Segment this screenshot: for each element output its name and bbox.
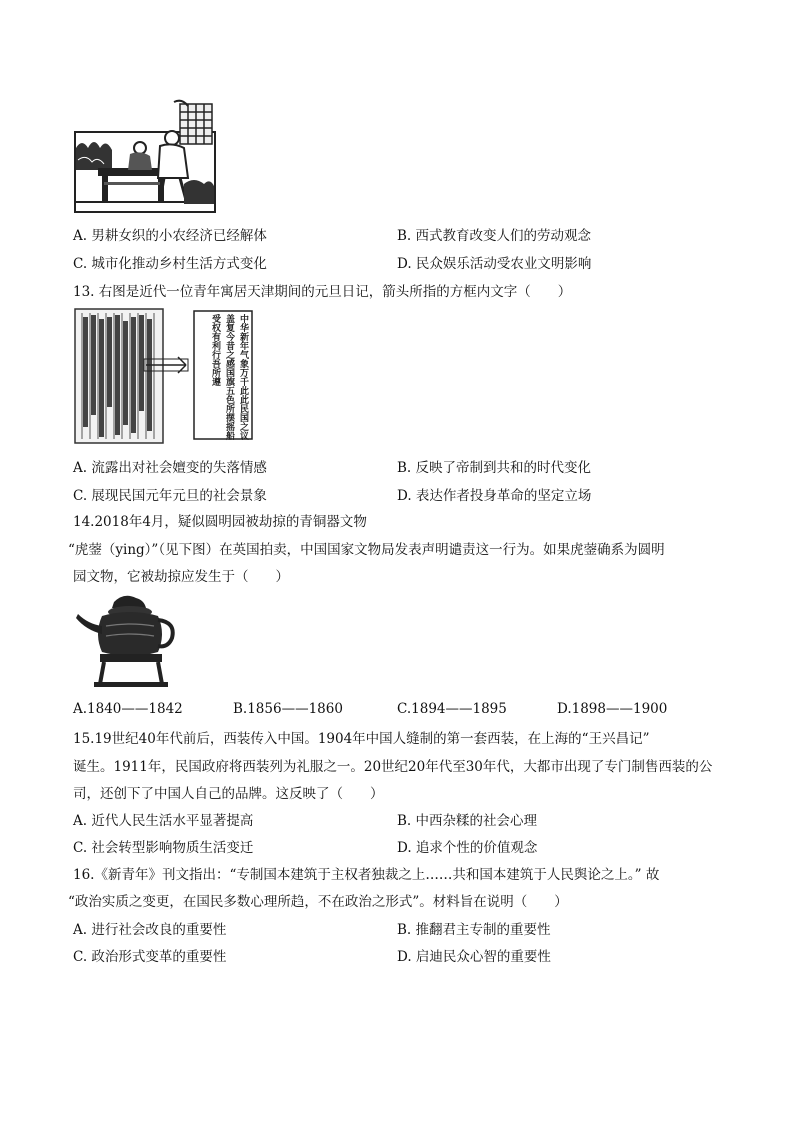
q14-stem-line3: 园文物，它被劫掠应发生于（ ） xyxy=(73,569,289,585)
q16-option-a: A. 进行社会改良的重要性 xyxy=(73,922,227,938)
q13-option-b: B. 反映了帝制到共和的时代变化 xyxy=(397,460,592,476)
q13-option-c: C. 展现民国元年元旦的社会景象 xyxy=(73,488,267,504)
q12-option-a: A. 男耕女织的小农经济已经解体 xyxy=(73,228,267,244)
q15-stem-line3: 司，还创下了中国人自己的品牌。这反映了（ ） xyxy=(73,786,384,802)
diary-box-line-1: 中华新年气象万千此此民国之议 xyxy=(238,314,248,440)
q13-stem: 13. 右图是近代一位青年寓居天津期间的元旦日记，箭头所指的方框内文字（ ） xyxy=(73,284,572,300)
q15-option-c: C. 社会转型影响物质生活变迁 xyxy=(73,840,254,856)
q16-stem-line2: “政治实质之变更，在国民多数心理所趋，不在政治之形式”。材料旨在说明（ ） xyxy=(68,894,568,910)
q12-option-b: B. 西式教育改变人们的劳动观念 xyxy=(397,228,592,244)
q15-stem-line2: 诞生。1911年，民国政府将西装列为礼服之一。20世纪20年代至30年代，大都市出现了专门制售西装的公 xyxy=(73,759,713,775)
q15-option-d: D. 追求个性的价值观念 xyxy=(397,840,538,856)
q16-option-c: C. 政治形式变革的重要性 xyxy=(73,949,227,965)
q14-stem-line2: “虎蓥（ying）”（见下图）在英国拍卖，中国国家文物局发表声明谴责这一行为。如果虎蓥确系为圆明 xyxy=(68,542,665,558)
q16-option-d: D. 启迪民众心智的重要性 xyxy=(397,949,551,965)
q13-option-d: D. 表达作者投身革命的坚定立场 xyxy=(397,488,592,504)
q14-option-d: D.1898——1900 xyxy=(557,701,668,717)
q12-option-c: C. 城市化推动乡村生活方式变化 xyxy=(73,256,267,272)
q16-stem-line1: 16.《新青年》刊文指出：“专制国本建筑于主权者独裁之上……共和国本建筑于人民舆论之上。” 故 xyxy=(73,867,660,883)
q15-option-b: B. 中西杂糅的社会心理 xyxy=(397,813,538,829)
diary-box-line-3: 受权有利行吾所遵 xyxy=(210,314,220,386)
q13-option-a: A. 流露出对社会嬗变的失落情感 xyxy=(73,460,267,476)
bronze-vessel-image xyxy=(74,592,184,690)
q12-option-d: D. 民众娱乐活动受农业文明影响 xyxy=(397,256,592,272)
q15-stem-line1: 15.19世纪40年代前后，西装传入中国。1904年中国人缝制的第一套西装，在上海的“王兴昌记” xyxy=(73,731,650,747)
q14-option-c: C.1894——1895 xyxy=(397,701,507,717)
q14-option-a: A.1840——1842 xyxy=(73,701,183,717)
q15-option-a: A. 近代人民生活水平显著提高 xyxy=(73,813,254,829)
q14-option-b: B.1856——1860 xyxy=(233,701,343,717)
woodcut-illustration xyxy=(74,98,216,214)
q14-stem-line1: 14.2018年4月，疑似圆明园被劫掠的青铜器文物 xyxy=(73,514,367,530)
q16-option-b: B. 推翻君主专制的重要性 xyxy=(397,922,551,938)
diary-box-line-2: 盖复今昔之感国旗五色所摆摇船 xyxy=(224,314,234,440)
diary-box-text xyxy=(200,314,248,440)
